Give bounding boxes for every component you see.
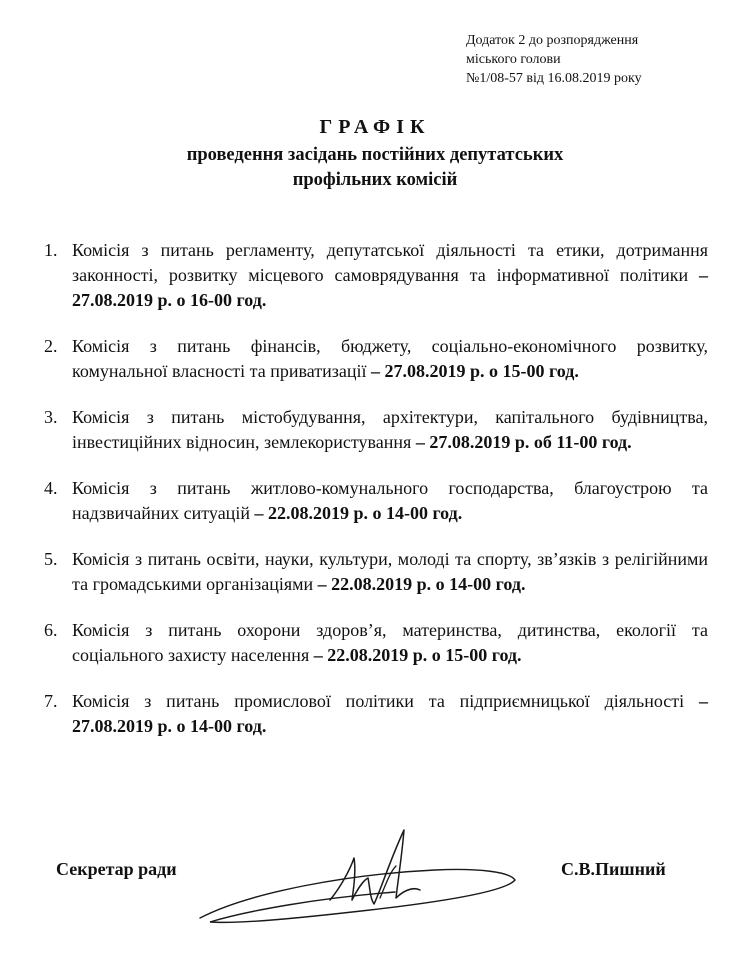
signatory-title: Секретар ради xyxy=(56,859,177,879)
addendum-line-3: №1/08-57 від 16.08.2019 року xyxy=(466,71,642,86)
item-number: 3. xyxy=(44,407,58,427)
commission-name: Комісія з питань освіти, науки, культури, молоді та спорту, зв’язків з релігійними та громадськими організаціями xyxy=(72,549,708,594)
subtitle-line-2: профільних комісій xyxy=(292,170,458,190)
commission-name: Комісія з питань житлово-комунального господарства, благоустрою та надзвичайних ситуацій xyxy=(72,478,708,523)
signatory-name: С.В.Пишний xyxy=(561,859,666,879)
handwritten-signature xyxy=(180,800,540,950)
commission-name: Комісія з питань фінансів, бюджету, соціально-економічного розвитку, комунальної власності та приватизації xyxy=(72,336,708,381)
document-subtitle xyxy=(0,143,750,193)
commission-list xyxy=(44,238,708,760)
item-number: 5. xyxy=(44,549,58,569)
meeting-datetime: – 22.08.2019 р. о 15-00 год. xyxy=(313,645,522,665)
meeting-datetime: – 27.08.2019 р. о 16-00 год. xyxy=(72,265,709,310)
commission-item-2 xyxy=(44,334,708,384)
commission-item-3 xyxy=(44,405,708,455)
item-number: 4. xyxy=(44,478,58,498)
commission-name: Комісія з питань промислової політики та підприємницької діяльності xyxy=(72,691,685,711)
item-number: 6. xyxy=(44,620,58,640)
addendum-line-1: Додаток 2 до розпорядження xyxy=(466,33,639,48)
document-title: ГРАФІК xyxy=(319,116,431,138)
commission-item-1 xyxy=(44,238,708,313)
meeting-datetime: – 27.08.2019 р. о 14-00 год. xyxy=(72,691,708,736)
meeting-datetime: – 27.08.2019 р. об 11-00 год. xyxy=(415,432,632,452)
commission-name: Комісія з питань містобудування, архітектури, капітального будівництва, інвестиційних відносин, землекористування xyxy=(72,407,708,452)
item-number: 7. xyxy=(44,691,58,711)
commission-item-6 xyxy=(44,618,708,668)
meeting-datetime: – 27.08.2019 р. о 15-00 год. xyxy=(371,361,579,381)
meeting-datetime: – 22.08.2019 р. о 14-00 год. xyxy=(317,574,526,594)
item-number: 1. xyxy=(44,240,58,260)
addendum-line-2: міського голови xyxy=(466,52,561,67)
commission-name: Комісія з питань регламенту, депутатської діяльності та етики, дотримання законності, розвитку місцевого самоврядування та інформативної політики xyxy=(72,240,708,285)
addendum-note xyxy=(466,31,736,88)
item-number: 2. xyxy=(44,336,58,356)
commission-item-5 xyxy=(44,547,708,597)
subtitle-line-1: проведення засідань постійних депутатських xyxy=(186,145,564,165)
meeting-datetime: – 22.08.2019 р. о 14-00 год. xyxy=(254,503,463,523)
commission-name: Комісія з питань охорони здоров’я, материнства, дитинства, екології та соціального захисту населення xyxy=(72,620,708,665)
commission-item-4 xyxy=(44,476,708,526)
commission-item-7 xyxy=(44,689,708,739)
